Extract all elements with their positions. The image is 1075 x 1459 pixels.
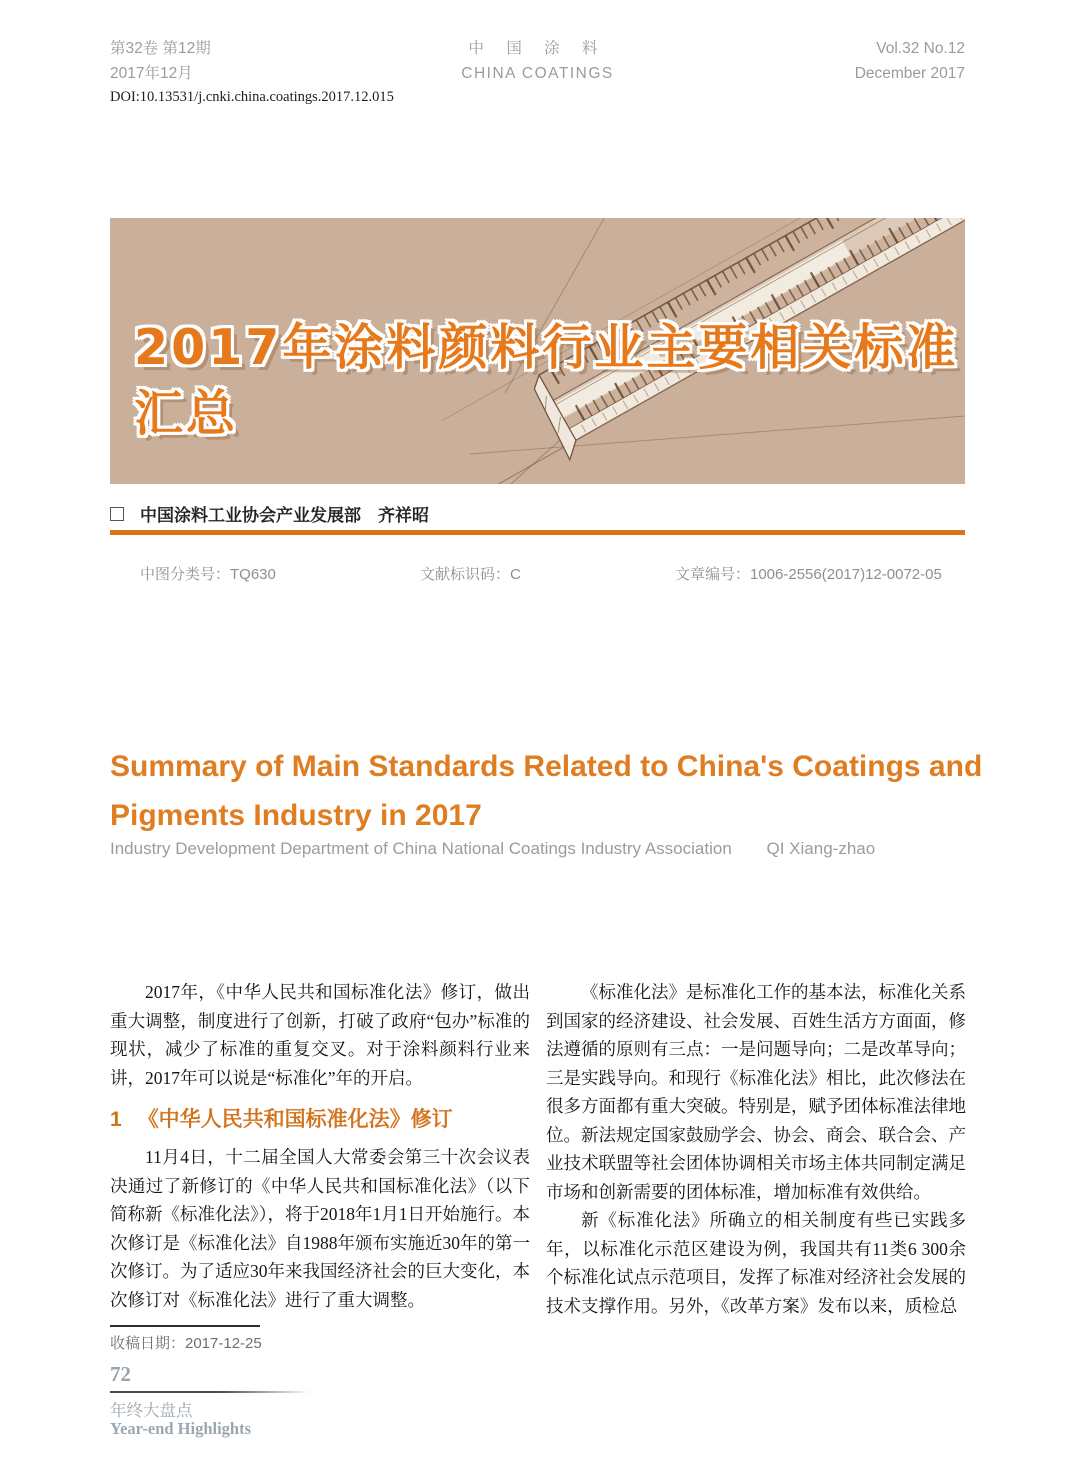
section-title: 《中华人民共和国标准化法》修订: [137, 1108, 453, 1131]
column-name-en: Year-end Highlights: [110, 1419, 252, 1438]
article-title-en-line1: Summary of Main Standards Related to China's Coatings and: [110, 750, 983, 783]
article-id: 文章编号：1006-2556(2017)12-0072-05: [675, 566, 942, 583]
journal-title-block: [396, 36, 678, 86]
title-banner: [110, 218, 965, 484]
received-date: 收稿日期：2017-12-25: [110, 1335, 262, 1352]
paragraph: 11月4日，十二届全国人大常委会第三十次会议表决通过了新修订的《中华人民共和国标准化法》（以下简称新《标准化法》），将于2018年1月1日开始施行。本次修订是《标准化法》自1988年颁布实施近30年的第一次修订。为了适应30年来我国经济社会的巨大变化，本次修订对《标准化法》进行了重大调整。: [110, 1147, 530, 1310]
orange-divider-rule: [110, 530, 965, 535]
column-name-cn: 年终大盘点: [110, 1401, 193, 1420]
paragraph: 新《标准化法》所确立的相关制度有些已实践多年，以标准化示范区建设为例，我国共有11类6 300余个标准化试点示范项目，发挥了标准对经济社会发展的技术支撑作用。另外，《改革方案》发布以来，质检总: [546, 1210, 966, 1316]
article-title-en-line2: Pigments Industry in 2017: [110, 799, 482, 832]
section-heading-1: [110, 1104, 530, 1136]
section-number: 1: [110, 1108, 122, 1131]
author-en: QI Xiang-zhao: [766, 839, 876, 858]
right-column: [546, 978, 966, 1320]
clc-number: 中图分类号：TQ630: [140, 566, 276, 583]
header-issue-info: [110, 36, 392, 86]
article-title-en: [110, 742, 990, 840]
issue-date-en: December 2017: [854, 65, 965, 82]
header-vol-info: [683, 36, 965, 86]
issue-date-cn: 2017年12月: [110, 65, 193, 82]
body-columns: [110, 978, 966, 1320]
journal-title-en: CHINA COATINGS: [461, 65, 614, 82]
paragraph: 《标准化法》是标准化工作的基本法，标准化关系到国家的经济建设、社会发展、百姓生活方方面面，修法遵循的原则有三点：一是问题导向；二是改革导向；三是实践导向。和现行《标准化法》相比，此次修法在很多方面都有重大突破。特别是，赋予团体标准法律地位。新法规定国家鼓励学会、协会、商会、联合会、产业技术联盟等社会团体协调相关市场主体共同制定满足市场和创新需要的团体标准，增加标准有效供给。: [546, 982, 966, 1202]
journal-title-cn: 中 国 涂 料: [468, 40, 607, 57]
journal-header: [110, 36, 965, 86]
author-marker-square-icon: [110, 507, 124, 521]
paragraph: 2017年，《中华人民共和国标准化法》修订，做出重大调整，制度进行了创新，打破了政府“包办”标准的现状，减少了标准的重复交叉。对于涂料颜料行业来讲，2017年可以说是“标准化”年的开启。: [110, 982, 530, 1088]
affiliation-author-cn: 中国涂料工业协会产业发展部 齐祥昭: [140, 506, 429, 525]
doi-line: DOI:10.13531/j.cnki.china.coatings.2017.12.015: [110, 89, 394, 105]
volume-issue: 第32卷 第12期: [110, 40, 211, 57]
volume-issue-en: Vol.32 No.12: [876, 40, 965, 57]
left-column: [110, 978, 530, 1320]
article-title-cn-line2: 汇总: [134, 385, 239, 442]
document-code: 文献标识码：C: [420, 566, 521, 583]
byline: [110, 501, 429, 526]
footer-rule: [110, 1391, 310, 1393]
affiliation-en: Industry Development Department of China National Coatings Industry Association: [110, 839, 732, 858]
article-title-cn-line1: 2017年涂料颜料行业主要相关标准: [134, 319, 959, 376]
affiliation-author-en: [110, 839, 875, 859]
page-number: 72: [110, 1362, 131, 1386]
footnote-rule: [110, 1325, 260, 1327]
